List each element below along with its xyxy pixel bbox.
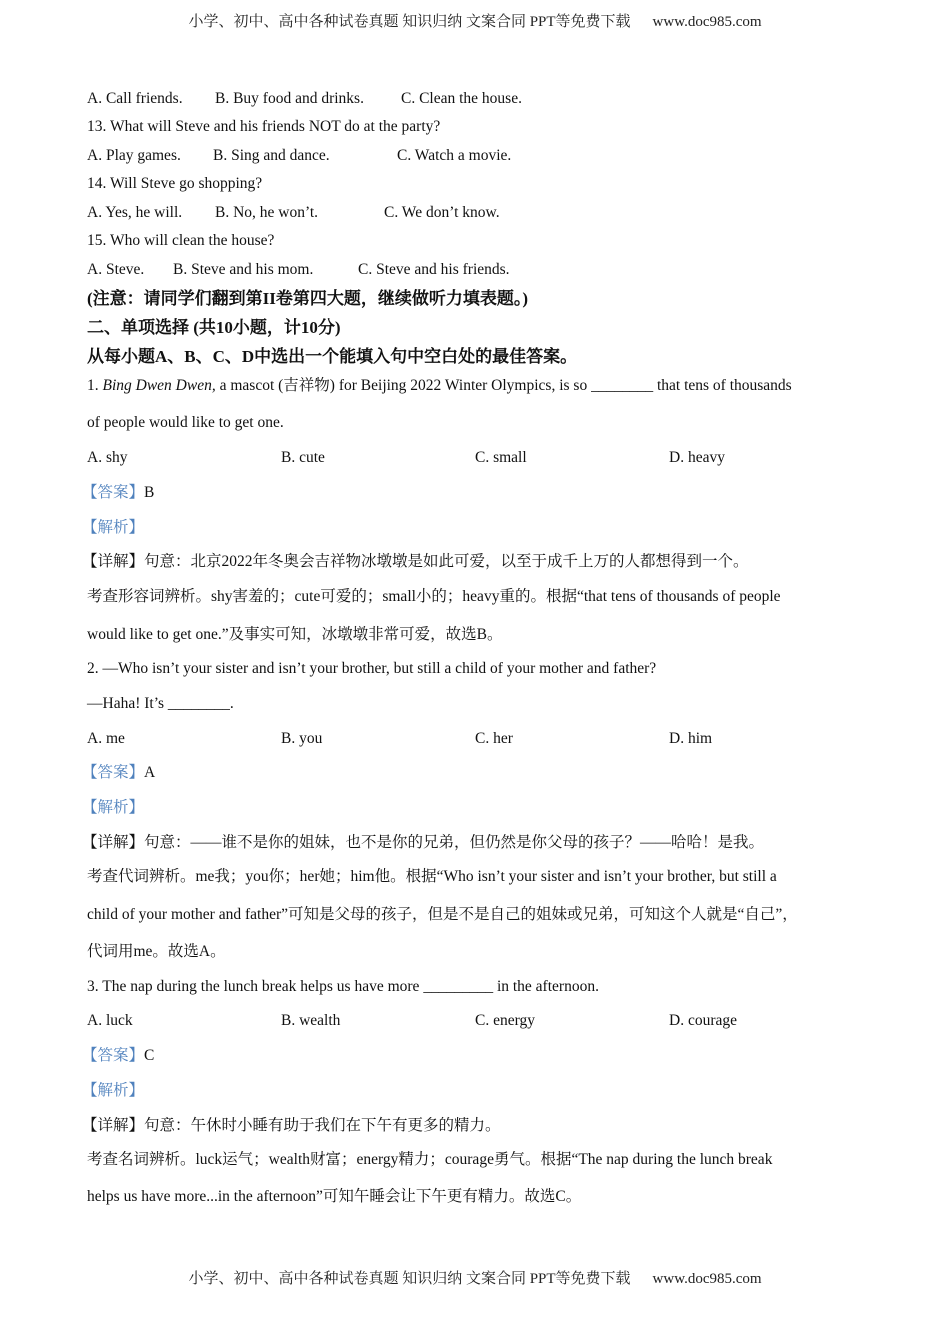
page-footer — [0, 1269, 950, 1289]
analysis-label: 【解析】 — [82, 1082, 145, 1099]
question-15: 15. Who will clean the house? — [87, 232, 275, 249]
explanation: 代词用me。故选A。 — [87, 943, 226, 960]
section-title: 二、单项选择 (共10小题，计10分) — [87, 318, 341, 337]
explanation: 考查名词辨析。luck运气；wealth财富；energy精力；courage勇气。根据“The nap during the lunch break — [87, 1151, 773, 1168]
question-13: 13. What will Steve and his friends NOT do at the party? — [87, 118, 441, 135]
listening-note: (注意：请同学们翻到第II卷第四大题，继续做听力填表题。) — [87, 289, 529, 308]
option: D. courage — [669, 1012, 737, 1029]
answer-label: 【答案】 — [82, 484, 145, 501]
question-1 — [87, 376, 792, 396]
mascot-name: Bing Dwen Dwen, — [102, 377, 216, 394]
option: A. Yes, he will. — [87, 204, 183, 221]
question-text: a mascot (吉祥物) for Beijing 2022 Winter Olympics, is so ________ that tens of thousands — [215, 377, 792, 394]
option: C. Steve and his friends. — [358, 261, 510, 278]
option: B. you — [281, 730, 323, 747]
question-number: 1. — [87, 377, 103, 394]
question-3: 3. The nap during the lunch break helps us have more _________ in the afternoon. — [87, 978, 599, 995]
detail: 【详解】句意：午休时小睡有助于我们在下午有更多的精力。 — [82, 1117, 501, 1134]
header-text: 小学、初中、高中各种试卷真题 知识归纳 文案合同 PPT等免费下载 — [188, 14, 631, 30]
detail: 【详解】句意：——谁不是你的姐妹，也不是你的兄弟，但仍然是你父母的孩子？——哈哈！是我。 — [82, 834, 765, 851]
detail: 【详解】句意：北京2022年冬奥会吉祥物冰墩墩是如此可爱，以至于成千上万的人都想得到一个。 — [82, 553, 749, 570]
option: B. No, he won’t. — [215, 204, 319, 221]
option: C. energy — [475, 1012, 535, 1029]
analysis-label: 【解析】 — [82, 519, 145, 536]
answer-value: B — [144, 484, 155, 501]
footer-url[interactable]: www.doc985.com — [652, 1271, 762, 1287]
option: B. Steve and his mom. — [173, 261, 314, 278]
option: A. Steve. — [87, 261, 145, 278]
option: A. luck — [87, 1012, 133, 1029]
answer-label: 【答案】 — [82, 1047, 145, 1064]
option: A. Play games. — [87, 147, 181, 164]
explanation: would like to get one.”及事实可知，冰墩墩非常可爱，故选B。 — [87, 626, 503, 643]
option: B. cute — [281, 449, 325, 466]
option: B. Buy food and drinks. — [215, 90, 364, 107]
explanation: helps us have more...in the afternoon”可知午睡会让下午更有精力。故选C。 — [87, 1188, 582, 1205]
option: B. Sing and dance. — [213, 147, 330, 164]
analysis-label: 【解析】 — [82, 799, 145, 816]
option: C. small — [475, 449, 527, 466]
option: C. her — [475, 730, 513, 747]
option: A. me — [87, 730, 125, 747]
explanation: 考查代词辨析。me我；you你；her她；him他。根据“Who isn’t your sister and isn’t your brother, but still a — [87, 868, 777, 885]
explanation: 考查形容词辨析。shy害羞的；cute可爱的；small小的；heavy重的。根据“that tens of thousands of people — [87, 588, 781, 605]
option: C. We don’t know. — [384, 204, 500, 221]
option: C. Watch a movie. — [397, 147, 512, 164]
answer — [82, 1046, 154, 1066]
question-1-cont: of people would like to get one. — [87, 414, 284, 431]
option: B. wealth — [281, 1012, 341, 1029]
answer-value: A — [144, 764, 156, 781]
option: C. Clean the house. — [401, 90, 522, 107]
option: A. Call friends. — [87, 90, 183, 107]
option: D. him — [669, 730, 713, 747]
header-url[interactable]: www.doc985.com — [652, 14, 762, 30]
answer — [82, 763, 155, 783]
answer — [82, 483, 154, 503]
option: A. shy — [87, 449, 128, 466]
question-14: 14. Will Steve go shopping? — [87, 175, 263, 192]
section-instruction: 从每小题A、B、C、D中选出一个能填入句中空白处的最佳答案。 — [87, 347, 578, 366]
question-2-cont: —Haha! It’s ________. — [87, 695, 234, 712]
answer-label: 【答案】 — [82, 764, 145, 781]
explanation: child of your mother and father”可知是父母的孩子，但是不是自己的姐妹或兄弟，可知这个人就是“自己”， — [87, 906, 798, 923]
footer-text: 小学、初中、高中各种试卷真题 知识归纳 文案合同 PPT等免费下载 — [188, 1271, 631, 1287]
answer-value: C — [144, 1047, 155, 1064]
page-header — [0, 12, 950, 32]
option: D. heavy — [669, 449, 725, 466]
question-2: 2. —Who isn’t your sister and isn’t your brother, but still a child of your mother and father? — [87, 660, 657, 677]
